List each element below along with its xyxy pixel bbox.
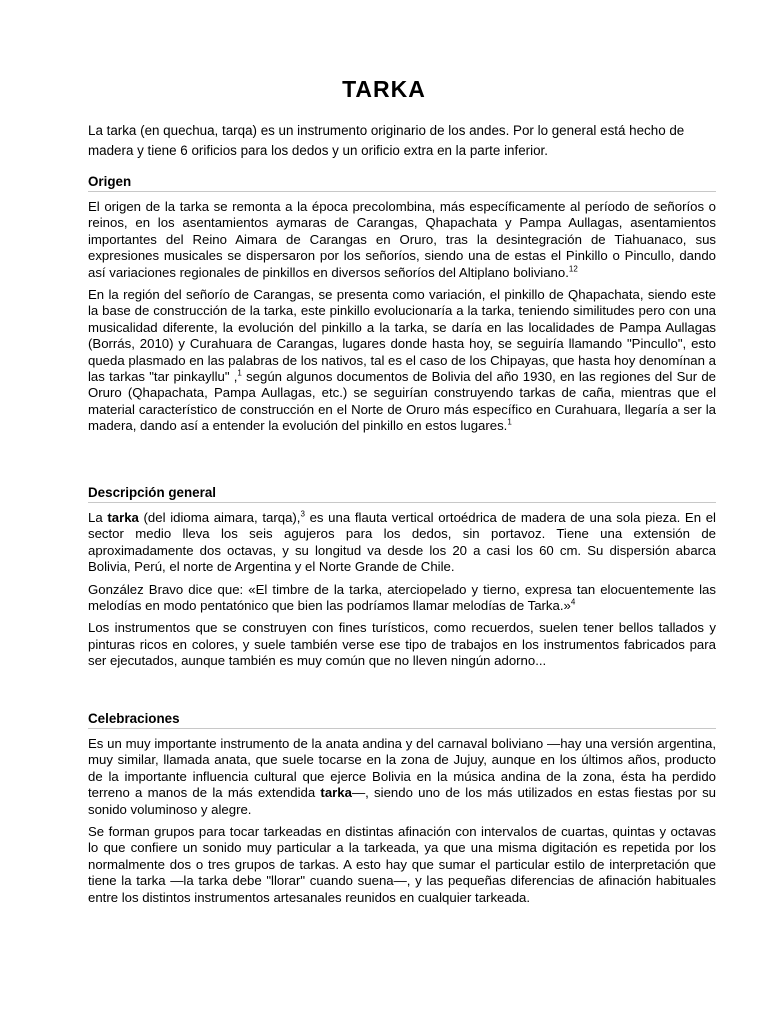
- footnote-ref[interactable]: 1: [237, 368, 242, 378]
- celebraciones-paragraph-1-pre: Es un muy importante instrumento de la anata andina y del carnaval boliviano —hay una versión argentina, muy similar, llamada anata, que suele tocarse en la zona de Jujuy, aunque en los últimos años, producto de la importante influencia cultural que ejerce Bolivia en la música andina de la zona, ésta ha perdido terreno a manos de la más extendida: [88, 736, 716, 801]
- section-origen: [88, 174, 716, 441]
- origen-paragraph-2-text-b: según algunos documentos de Bolivia del año 1930, en las regiones del Sur de Oruro (Qhapachata, Pampa Aullagas, etc.) se seguirían construyendo tarkas de caña, mientras que el material característico de construcción en el Norte de Oruro más específico en Curahuara, llegaría a ser la madera, dando así a entender la evolución del pinkillo en estos lugares.: [88, 369, 716, 434]
- section-celebraciones: [88, 711, 716, 912]
- term-tarka-bold: tarka: [320, 785, 352, 801]
- footnote-ref[interactable]: 4: [570, 597, 576, 607]
- page-title: TARKA: [342, 76, 426, 102]
- term-tarka-bold: tarka: [107, 510, 139, 525]
- section-heading-descripcion: Descripción general: [88, 485, 716, 503]
- section-heading-celebraciones: Celebraciones: [88, 711, 716, 729]
- intro-paragraph: La tarka (en quechua, tarqa) es un instrumento originario de los andes. Por lo general está hecho de madera y tiene 6 orificios para los dedos y un orificio extra en la parte inferior.: [88, 123, 685, 158]
- celebraciones-paragraph-1-post: —, siendo uno de los más utilizados en estas fiestas por su sonido voluminoso y alegre.: [88, 785, 716, 817]
- descripcion-paragraph-1: [88, 510, 716, 576]
- descripcion-paragraph-1-mid: (del idioma aimara, tarqa),: [138, 510, 301, 525]
- descripcion-paragraph-2-text: González Bravo dice que: «El timbre de la tarka, aterciopelado y tierno, expresa tan elocuentemente las melodías en modo pentatónico que bien las podríamos llamar melodías de Tarka.»: [88, 581, 716, 614]
- descripcion-paragraph-1-pre: La: [88, 510, 108, 525]
- footnote-ref[interactable]: 12: [568, 264, 578, 274]
- origen-paragraph-2-text-a: En la región del señorío de Carangas, se presenta como variación, el pinkillo de Qhapachata, siendo este la base de construcción de la tarka, este pinkillo evolucionaría a la tarka, teniendo similitudes pero con una musicalidad diferente, la evolución del pinkillo a la tarka, se daría en las localidades de Pampa Aullagas (Borrás, 2010) y Curahuara de Carangas, lugares donde hasta hoy, se seguiría llamando "Pincullo", esto queda plasmado en las palabras de los nativos, tal es el caso de los Chipayas, que hasta hoy denomínan a las tarkas "tar pinkayllu" ,: [88, 287, 716, 385]
- descripcion-paragraph-3: Los instrumentos que se construyen con fines turísticos, como recuerdos, suelen tener bellos tallados y pinturas ricos en colores, y suele también verse ese tipo de trabajos en los instrumentos fabricados para ser ejecutados, aunque también es muy común que no lleven ningún adorno...: [88, 620, 716, 669]
- footnote-ref[interactable]: 3: [300, 509, 305, 519]
- celebraciones-paragraph-1: [88, 736, 716, 818]
- origen-paragraph-1-text: El origen de la tarka se remonta a la época precolombina, más específicamente al período de señoríos o reinos, en los asentamientos aymaras de Carangas, Qhapachata y Pampa Aullagas, asentamientos importantes del Reino Aimara de Carangas en Oruro, tras la desintegración de Tiahuanaco, sus expresiones musicales se dispersaron por los señoríos, siendo una de estas el Pinkillo o Pincullo, dando así variaciones regionales de pinkillos en diversos señoríos del Altiplano boliviano.: [88, 199, 716, 280]
- origen-paragraph-1: [88, 199, 716, 281]
- origen-paragraph-2: [88, 287, 716, 435]
- descripcion-paragraph-1-post: es una flauta vertical ortoédrica de madera de una sola pieza. En el sector medio lleva los seis agujeros para los dedos, sin portavoz. Tiene una extensión de aproximadamente dos octavas, y su longitud va desde los 20 a casi los 60 cm. Su dispersión abarca Bolivia, Perú, el norte de Argentina y el Norte Grande de Chile.: [88, 510, 716, 575]
- descripcion-paragraph-2: [88, 582, 716, 615]
- section-descripcion: [88, 485, 716, 676]
- section-heading-origen: Origen: [88, 174, 716, 192]
- celebraciones-paragraph-2: Se forman grupos para tocar tarkeadas en distintas afinación con intervalos de cuartas, quintas y octavas lo que confiere un sonido muy particular a la tarkeada, ya que una misma digitación es repetida por los normalmente dos o tres grupos de tarkas. A esto hay que sumar el particular estilo de interpretación que tiene la tarka —la tarka debe "llorar" cuando suena—, y las pequeñas diferencias de afinación habituales entre los distintos instrumentos artesanales reunidos en cualquier tarkeada.: [88, 824, 716, 905]
- footnote-ref[interactable]: 1: [507, 417, 512, 427]
